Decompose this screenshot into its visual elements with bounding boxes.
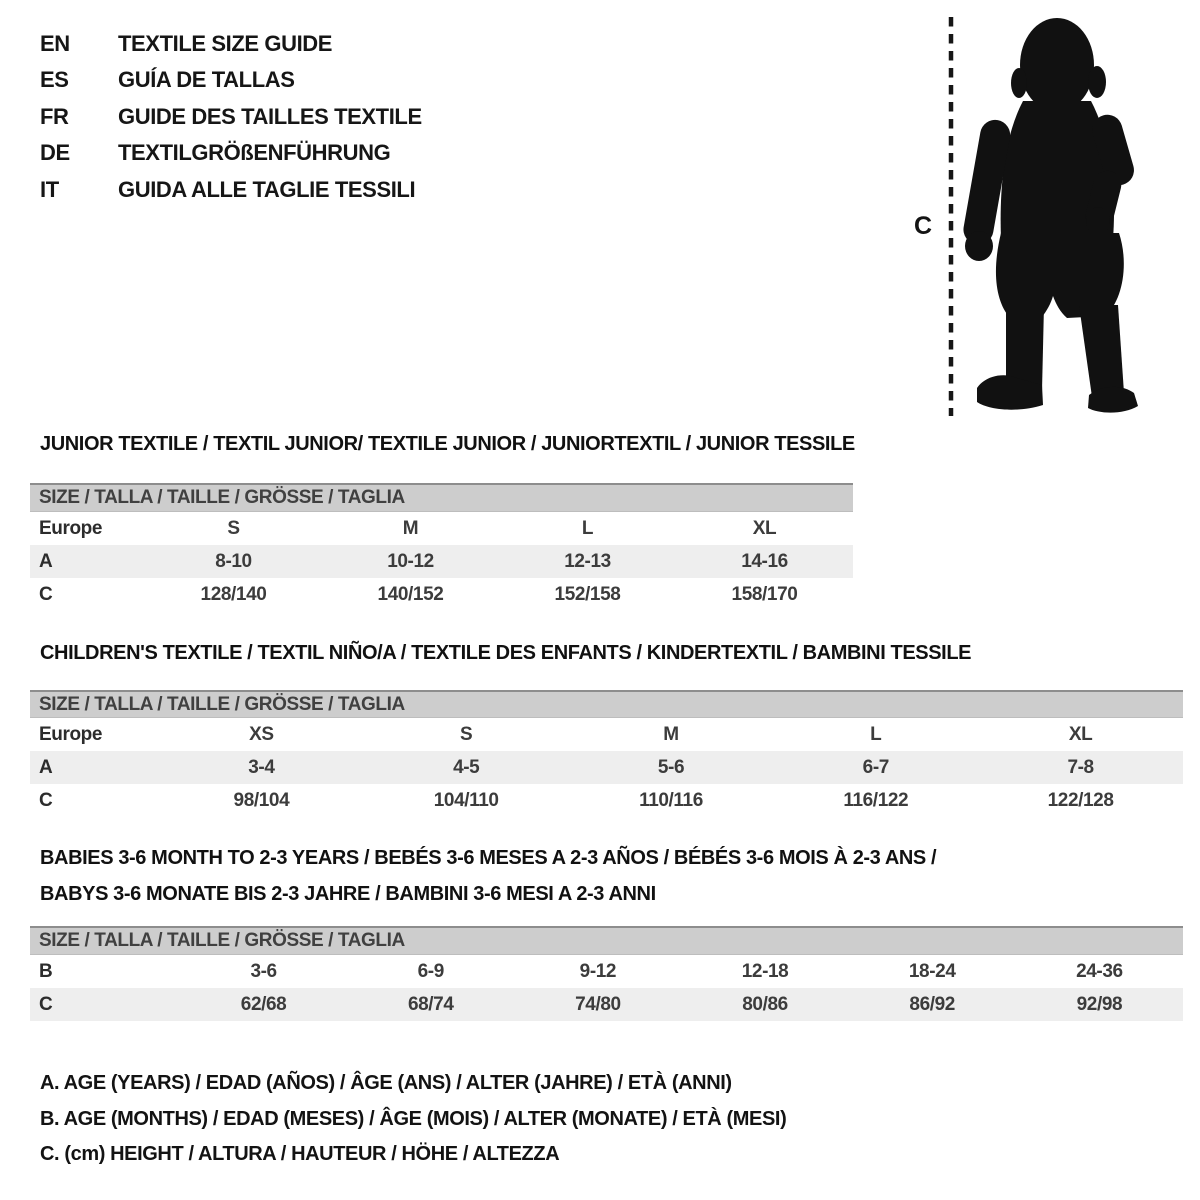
table-row [30,988,1183,1021]
value-cell: 92/98 [1016,988,1183,1021]
value-cell: 104/110 [433,789,499,811]
value-cell: 12-18 [741,960,789,982]
value-cell: S [227,517,240,539]
junior-section-title: JUNIOR TEXTILE / TEXTIL JUNIOR/ TEXTILE JUNIOR / JUNIORTEXTIL / JUNIOR TESSILE [40,433,855,455]
babies-section-title-line1: BABIES 3-6 MONTH TO 2-3 YEARS / BEBÉS 3-6 MESES A 2-3 AÑOS / BÉBÉS 3-6 MOIS À 2-3 ANS / [40,847,937,869]
value-cell: 86/92 [849,988,1016,1021]
value-cell: XL [1068,723,1093,745]
value-cell: L [581,517,594,539]
row-label-cell: C [30,988,180,1021]
language-row [40,26,422,62]
table-row [30,784,1183,817]
measurement-figure [895,5,1150,425]
value-cell: 3-6 [250,960,277,982]
value-cell: 158/170 [731,583,798,605]
row-label-cell: B [39,960,53,982]
value-cell: 14-16 [676,545,853,578]
value-cell: 74/80 [514,988,681,1021]
value-cell: 12-13 [499,545,676,578]
size-header-label: SIZE / TALLA / TAILLE / GRÖSSE / TAGLIA [39,693,405,715]
row-label-cell: C [39,583,53,605]
language-code: EN [40,31,70,56]
legend-line-b: B. AGE (MONTHS) / EDAD (MESES) / ÂGE (MOIS) / ALTER (MONATE) / ETÀ (MESI) [40,1107,787,1130]
value-cell: 122/128 [1047,789,1114,811]
value-cell: 4-5 [364,751,569,784]
value-cell: 18-24 [908,960,956,982]
children-size-table [30,718,1183,817]
value-cell: XL [752,517,777,539]
value-cell: M [663,723,679,745]
value-cell: 116/122 [843,789,909,811]
legend-line-a: A. AGE (YEARS) / EDAD (AÑOS) / ÂGE (ANS) / ALTER (JAHRE) / ETÀ (ANNI) [40,1072,732,1094]
children-size-header-bar [30,690,1183,718]
value-cell: 152/158 [554,583,621,605]
babies-size-header-bar [30,926,1183,955]
table-row [30,955,1183,988]
babies-section-title-line2: BABYS 3-6 MONATE BIS 2-3 JAHRE / BAMBINI 3-6 MESI A 2-3 ANNI [40,883,656,905]
value-cell: 8-10 [145,545,322,578]
value-cell: 5-6 [569,751,774,784]
table-row [30,578,853,611]
size-header-label: SIZE / TALLA / TAILLE / GRÖSSE / TAGLIA [39,930,405,951]
height-label: C [914,212,933,240]
value-cell: 140/152 [377,583,444,605]
value-cell: XS [249,723,274,745]
table-row [30,718,1183,751]
table-row [30,545,853,578]
babies-size-table [30,955,1183,1021]
language-code: IT [40,176,59,202]
size-header-label: SIZE / TALLA / TAILLE / GRÖSSE / TAGLIA [39,487,405,508]
legend [40,1066,786,1173]
row-label-cell: A [30,545,145,578]
value-cell: 7-8 [978,751,1183,784]
language-row [40,135,422,171]
row-label-cell: Europe [39,723,103,745]
value-cell: 128/140 [200,583,267,605]
junior-size-table [30,512,853,611]
value-cell: 62/68 [180,988,347,1021]
row-label-cell: A [30,751,159,784]
toddler-silhouette-icon [895,5,1150,425]
value-cell: 98/104 [233,789,290,811]
language-title: TEXTILGRÖßENFÜHRUNG [118,140,391,166]
language-title: TEXTILE SIZE GUIDE [118,31,333,56]
value-cell: 80/86 [681,988,848,1021]
value-cell: 10-12 [322,545,499,578]
language-row [40,172,422,208]
value-cell: 24-36 [1076,960,1123,982]
value-cell: L [870,723,882,745]
language-list [40,26,422,208]
value-cell: 110/116 [639,789,703,811]
language-code: ES [40,67,69,93]
table-row [30,512,853,545]
children-section-title: CHILDREN'S TEXTILE / TEXTIL NIÑO/A / TEXTILE DES ENFANTS / KINDERTEXTIL / BAMBINI TESSILE [40,642,972,664]
language-row [40,99,422,135]
value-cell: 9-12 [579,960,617,982]
language-row [40,62,422,98]
language-code: DE [40,140,70,166]
value-cell: 68/74 [347,988,514,1021]
junior-size-header-bar [30,483,853,512]
language-title: GUÍA DE TALLAS [118,67,295,93]
language-code: FR [40,103,69,129]
value-cell: S [460,723,473,745]
table-row [30,751,1183,784]
value-cell: 6-7 [773,751,978,784]
value-cell: 3-4 [159,751,364,784]
row-label-cell: Europe [39,517,103,539]
legend-line-c: C. (cm) HEIGHT / ALTURA / HAUTEUR / HÖHE / ALTEZZA [40,1143,560,1166]
value-cell: 6-9 [417,960,444,982]
language-title: GUIDE DES TAILLES TEXTILE [118,103,422,129]
language-title: GUIDA ALLE TAGLIE TESSILI [118,176,416,202]
row-label-cell: C [39,789,53,811]
value-cell: M [402,517,419,539]
